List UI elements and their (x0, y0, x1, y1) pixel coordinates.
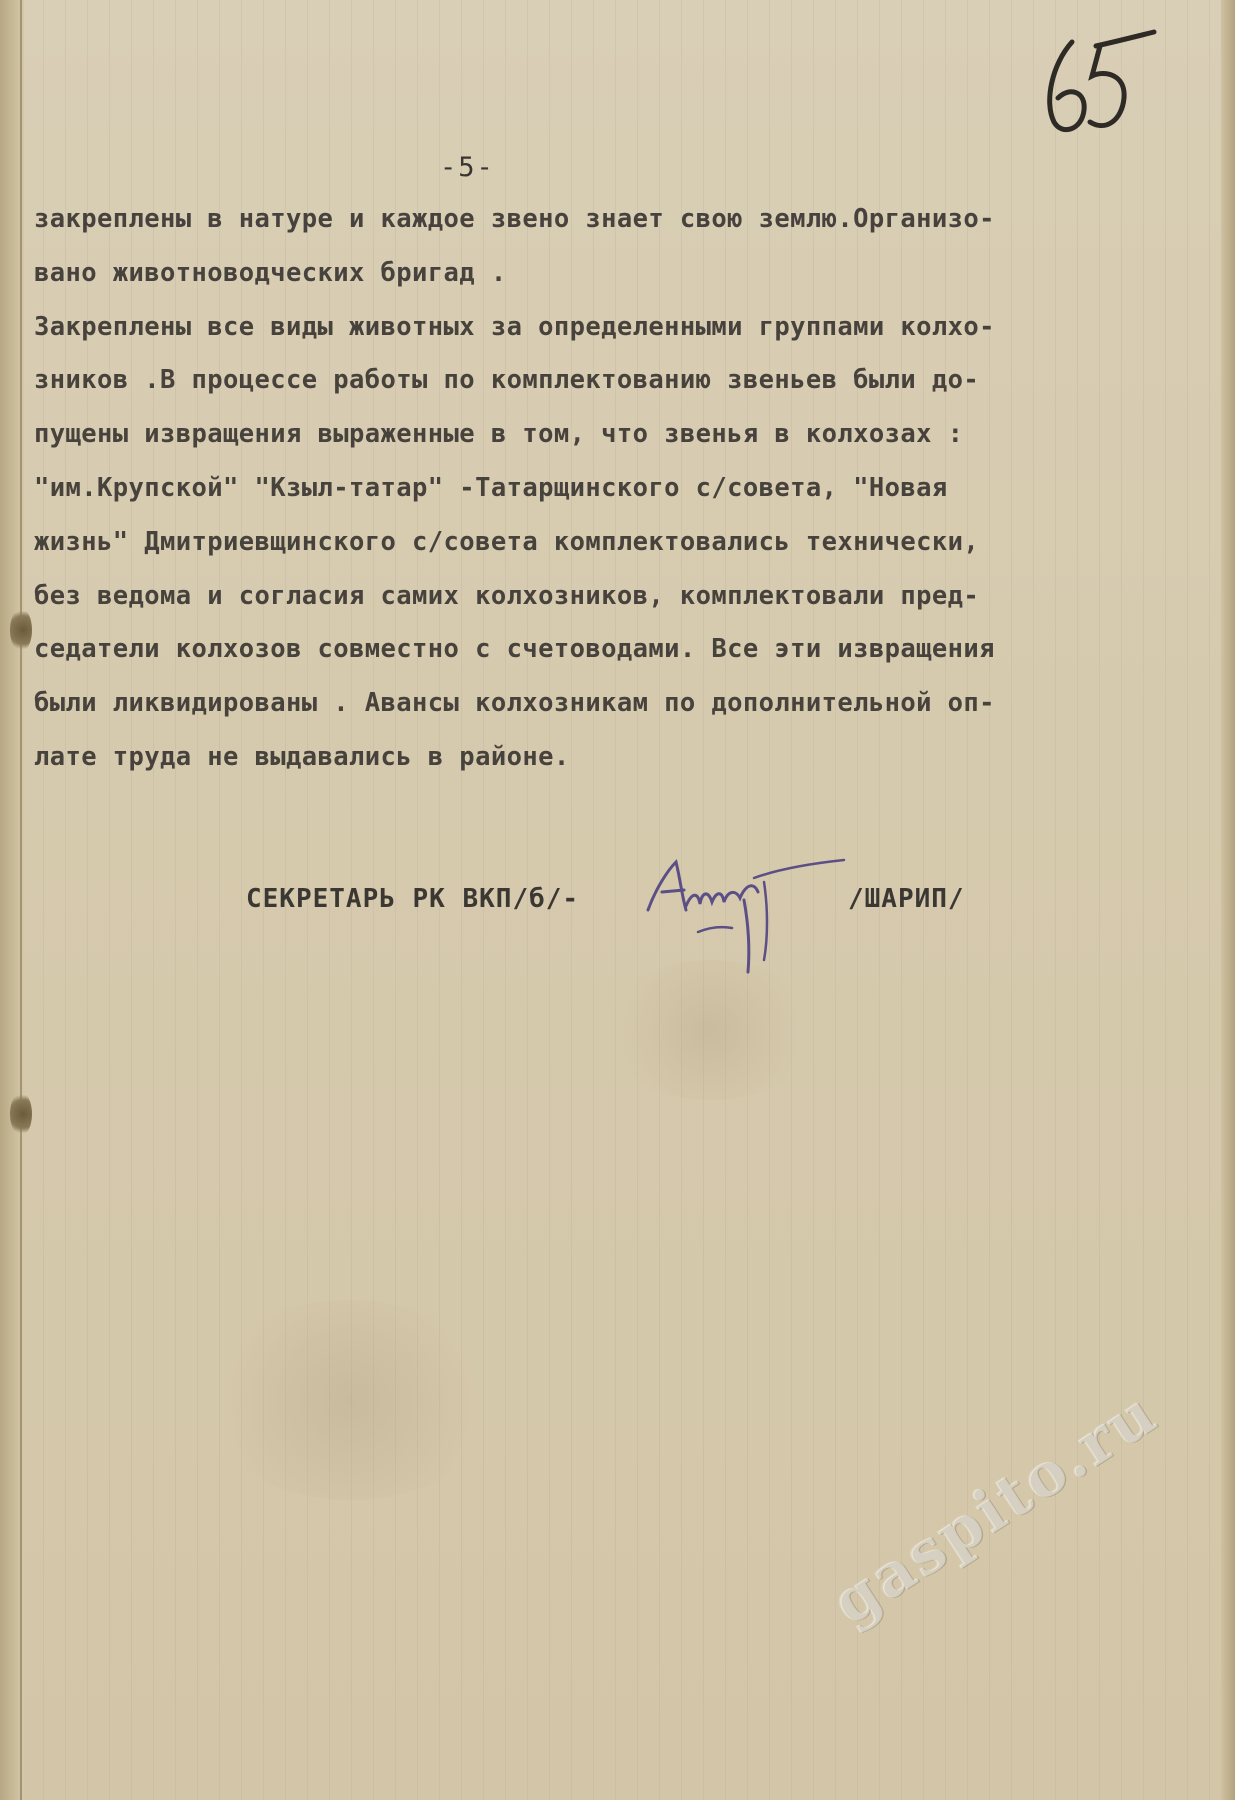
signature-block (246, 868, 1026, 1008)
text-line: жизнь" Дмитриевщинского с/совета комплектовались технически, (34, 526, 980, 557)
folio-number-ink (1030, 24, 1160, 144)
text-line: были ликвидированы . Авансы колхозникам по дополнительной оп- (34, 688, 995, 719)
handwritten-folio-number (1030, 24, 1160, 144)
signature-ink (636, 848, 856, 988)
document-body (34, 193, 1114, 785)
text-line: пущены извращения выраженные в том, что звенья в колхозах : (34, 419, 964, 450)
text-line: лате труда не выдавались в районе. (34, 741, 570, 772)
text-line: закреплены в натуре и каждое звено знает свою землю.Организо- (34, 204, 995, 234)
page-number: -5- (440, 152, 495, 183)
text-line: без ведома и согласия самих колхозников, комплектовали пред- (34, 580, 980, 611)
text-line: Закреплены все виды животных за определенными группами колхо- (34, 311, 995, 342)
paper-stain (200, 1300, 500, 1500)
binding-hole (10, 1092, 32, 1136)
text-line: "им.Крупской" "Кзыл-татар" -Татарщинского с/совета, "Новая (34, 472, 948, 503)
page-right-edge (1221, 0, 1235, 1800)
text-line: седатели колхозов совместно с счетоводами. Все эти извращения (34, 634, 995, 665)
text-line: вано животноводческих бригад . (34, 257, 507, 288)
binding-line (20, 0, 22, 1800)
signatory-title: СЕКРЕТАРЬ РК ВКП/б/- (246, 884, 580, 914)
watermark: gaspito.ru (820, 1377, 1171, 1639)
handwritten-signature (636, 848, 856, 988)
text-line: зников .В процессе работы по комплектованию звеньев были до- (34, 365, 980, 396)
binding-hole (10, 608, 32, 652)
signatory-name: /ШАРИП/ (848, 884, 965, 914)
